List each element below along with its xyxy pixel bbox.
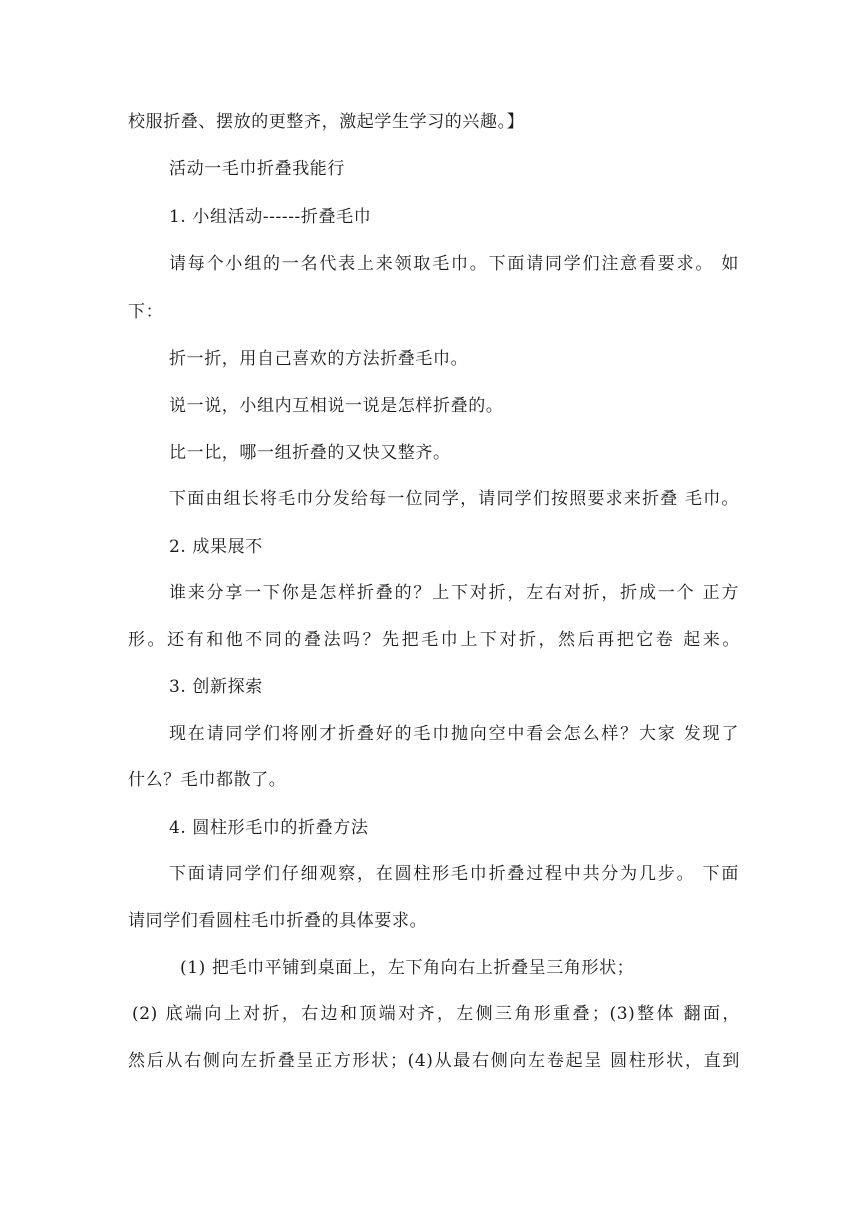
body-text-line: 校服折叠、摆放的更整齐，激起学生学习的兴趣。】 [128, 112, 525, 132]
step-text-line: 然后从右侧向左折叠呈正方形状；(4)从最右侧向左卷起呈 圆柱形状，直到 [128, 1051, 740, 1071]
body-text-line: 请同学们看圆柱毛巾折叠的具体要求。 [128, 911, 428, 931]
body-text-line: 下： [128, 302, 164, 322]
body-text-line: 请每个小组的一名代表上来领取毛巾。下面请同学们注意看要求。 如 [169, 254, 739, 274]
section-heading: 1. 小组活动------折叠毛巾 [169, 207, 372, 227]
step-text-line: (2) 底端向上对折，右边和顶端对齐，左侧三角形重叠；(3)整体 翻面， [132, 1004, 740, 1024]
section-heading: 2. 成果展不 [169, 537, 263, 557]
body-text-line: 下面由组长将毛巾分发给每一位同学，请同学们按照要求来折叠 毛巾。 [169, 489, 739, 509]
body-text-line: 形。还有和他不同的叠法吗？先把毛巾上下对折，然后再把它卷 起来。 [128, 630, 740, 650]
section-heading: 4. 圆柱形毛巾的折叠方法 [169, 818, 369, 838]
body-text-line: 现在请同学们将刚才折叠好的毛巾抛向空中看会怎么样？大家 发现了 [169, 724, 739, 744]
body-text-line: 比一比，哪一组折叠的又快又整齐。 [169, 443, 451, 463]
body-text-line: 谁来分享一下你是怎样折叠的？上下对折，左右对折，折成一个 正方 [169, 583, 739, 603]
step-text-line: (1) 把毛巾平铺到桌面上，左下角向右上折叠呈三角形状； [180, 958, 635, 978]
body-text-line: 说一说，小组内互相说一说是怎样折叠的。 [169, 396, 504, 416]
body-text-line: 折一折，用自己喜欢的方法折叠毛巾。 [169, 349, 469, 369]
body-text-line: 下面请同学们仔细观察，在圆柱形毛巾折叠过程中共分为几步。 下面 [169, 864, 739, 884]
section-heading: 3. 创新探索 [169, 677, 263, 697]
body-text-line: 什么？毛巾都散了。 [128, 770, 287, 790]
activity-heading: 活动一毛巾折叠我能行 [169, 159, 345, 179]
